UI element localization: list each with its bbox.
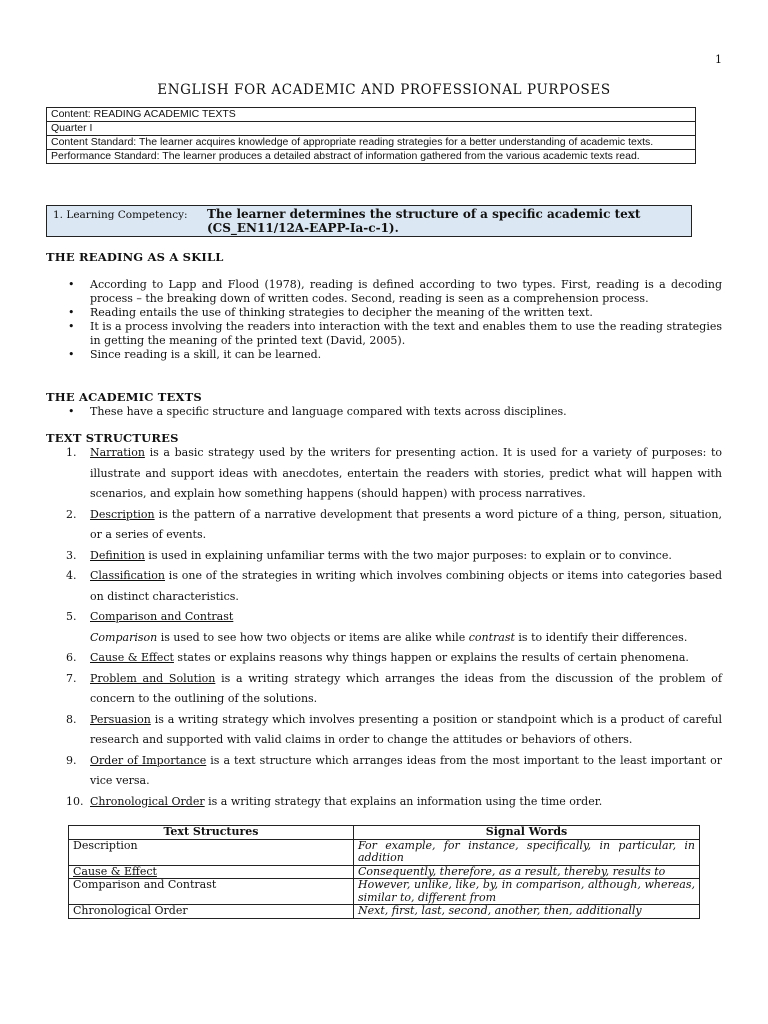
text-structures-list	[46, 443, 722, 812]
list-item: • Since reading is a skill, it can be learned.	[46, 348, 722, 362]
list-item: 6. Cause & Effect states or explains reasons why things happen or explains the results of certain phenomena.	[66, 651, 689, 664]
structure-cell: Comparison and Contrast	[69, 879, 354, 905]
content-standard-cell: Content Standard: The learner acquires knowledge of appropriate reading strategies for a better understanding of academic texts.	[47, 136, 696, 150]
competency-text-line1: The learner determines the structure of a specific academic text	[207, 207, 641, 221]
table-row	[69, 865, 700, 879]
learning-competency-box	[46, 205, 692, 237]
reading-skill-list	[46, 278, 722, 362]
list-item: • According to Lapp and Flood (1978), reading is defined according to two types. First, reading is a decoding process – the breaking down of written codes. Second, reading is seen as a comprehension process.	[46, 278, 722, 306]
list-item: 10. Chronological Order is a writing strategy that explains an information using the time order.	[66, 794, 603, 808]
table-row	[69, 839, 700, 865]
list-item: 7. Problem and Solution is a writing strategy which arranges the ideas from the discussion of the problem of concern to the outlining of the solutions.	[66, 671, 722, 705]
list-item: 4. Classification is one of the strategies in writing which involves combining objects or items into categories based on distinct characteristics.	[66, 569, 722, 603]
table-header: Text Structures	[69, 826, 354, 840]
list-item: • Reading entails the use of thinking strategies to decipher the meaning of the written text.	[46, 306, 722, 320]
signals-cell: For example, for instance, specifically, in particular, in addition	[354, 839, 700, 865]
list-item: • It is a process involving the readers into interaction with the text and enables them to use the reading strategies in getting the meaning of the printed text (David, 2005).	[46, 320, 722, 348]
signals-cell: However, unlike, like, by, in comparison, although, whereas, similar to, different from	[354, 879, 700, 905]
list-item: 8. Persuasion is a writing strategy which involves presenting a position or standpoint which is a product of careful research and supported with valid claims in order to change the attitudes or behaviors of others.	[66, 712, 722, 746]
list-item: 9. Order of Importance is a text structure which arranges ideas from the most important to the least important or vice versa.	[66, 753, 722, 787]
structure-cell: Description	[69, 839, 354, 865]
table-header: Signal Words	[354, 826, 700, 840]
list-item: 1. Narration is a basic strategy used by the writers for presenting action. It is used for a variety of purposes: to illustrate and support ideas with anecdotes, entertain the readers with stories, predict what will happen with scenarios, and explain how something happens (should happen) with process narratives.	[66, 446, 722, 500]
list-item: 3. Definition is used in explaining unfamiliar terms with the two major purposes: to explain or to convince.	[66, 548, 672, 562]
performance-standard-cell: Performance Standard: The learner produces a detailed abstract of information gathered from the various academic texts read.	[47, 150, 696, 164]
quarter-cell: Quarter I	[47, 122, 696, 136]
competency-label: 1. Learning Competency:	[53, 209, 188, 221]
list-item: 2. Description is the pattern of a narrative development that presents a word picture of a thing, person, situation, or a series of events.	[66, 507, 722, 541]
table-row	[69, 879, 700, 905]
content-cell: Content: READING ACADEMIC TEXTS	[47, 108, 696, 122]
document-title: ENGLISH FOR ACADEMIC AND PROFESSIONAL PURPOSES	[157, 82, 611, 98]
structure-cell: Chronological Order	[69, 905, 354, 919]
reading-skill-heading: THE READING AS A SKILL	[46, 250, 224, 264]
signals-cell: Consequently, therefore, as a result, thereby, results to	[354, 865, 700, 879]
structure-cell: Cause & Effect	[69, 865, 354, 879]
signal-words-table	[68, 825, 700, 919]
academic-texts-list	[46, 405, 722, 419]
text-structures-heading: TEXT STRUCTURES	[46, 431, 179, 445]
table-row	[69, 905, 700, 919]
page-number: 1	[715, 53, 722, 66]
competency-text	[207, 207, 640, 235]
list-item: • These have a specific structure and language compared with texts across disciplines.	[46, 405, 722, 419]
list-item: 5. Comparison and Contrast Comparison is used to see how two objects or items are alike while contrast is to identify their differences.	[66, 610, 688, 644]
competency-text-line2: (CS_EN11/12A-EAPP-Ia-c-1).	[207, 221, 399, 235]
content-info-table	[46, 107, 696, 164]
academic-texts-heading: THE ACADEMIC TEXTS	[46, 390, 202, 404]
signals-cell: Next, first, last, second, another, then, additionally	[354, 905, 700, 919]
